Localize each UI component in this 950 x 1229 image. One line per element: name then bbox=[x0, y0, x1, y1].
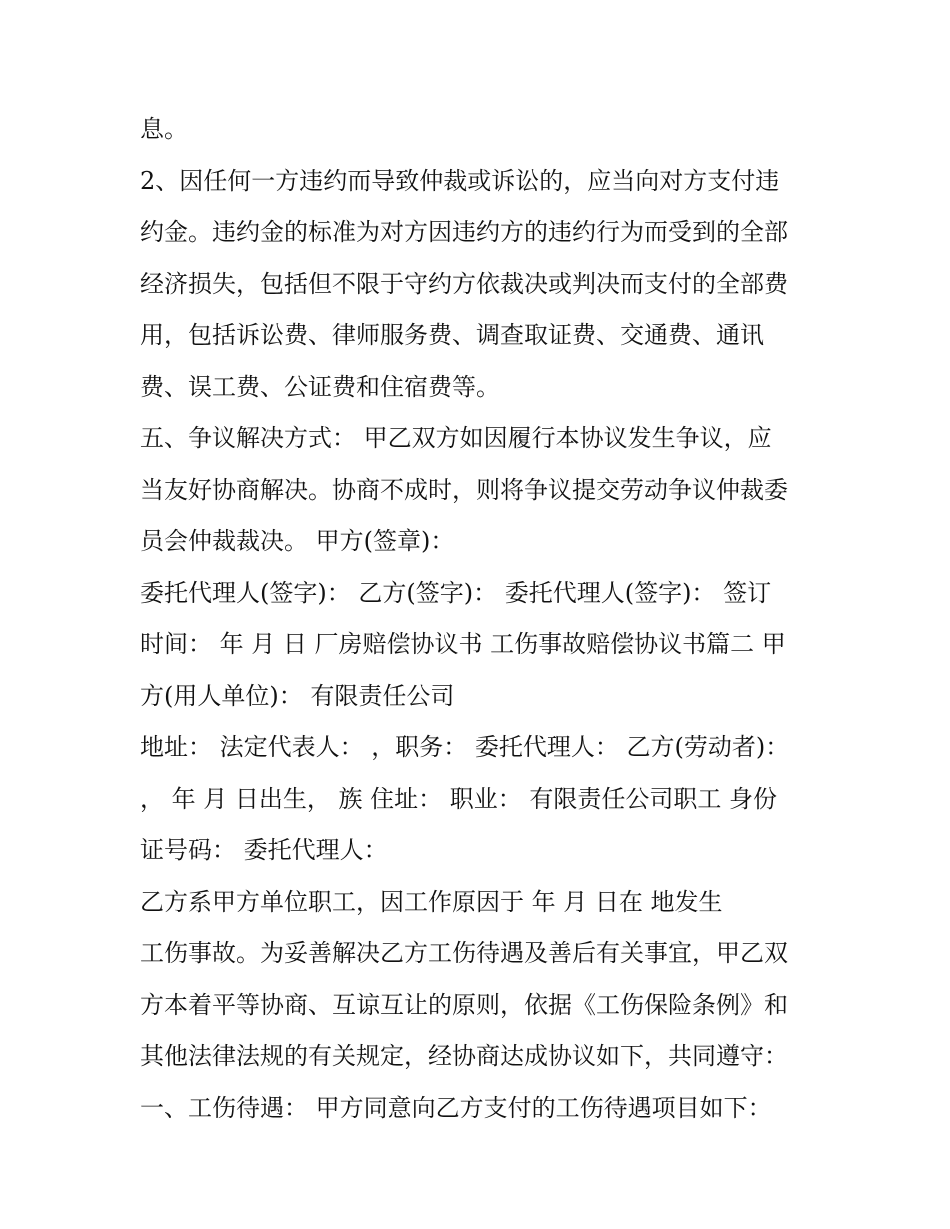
text-line: 员会仲裁裁决。 甲方(签章)： bbox=[140, 527, 455, 555]
text-line: 乙方系甲方单位职工，因工作原因于 年 月 日在 地发生 bbox=[140, 887, 723, 916]
text-line: 地址： 法定代表人： ，职务： 委托代理人： 乙方(劳动者)： bbox=[140, 733, 790, 761]
text-line: 当友好协商解决。协商不成时，则将争议提交劳动争议仲裁委 bbox=[140, 475, 788, 504]
text-line: 2、因任何一方违约而导致仲裁或诉讼的，应当向对方支付违 bbox=[140, 166, 780, 195]
text-line: 工伤事故。为妥善解决乙方工伤待遇及善后有关事宜，甲乙双 bbox=[140, 939, 788, 967]
text-line: 五、争议解决方式： 甲乙双方如因履行本协议发生争议，应 bbox=[140, 424, 772, 452]
text-line: 时间： 年 月 日 厂房赔偿协议书 工伤事故赔偿协议书篇二 甲 bbox=[140, 630, 786, 658]
text-line: 约金。违约金的标准为对方因违约方的违约行为而受到的全部 bbox=[140, 218, 788, 246]
text-line: 用，包括诉讼费、律师服务费、调查取证费、交通费、通讯 bbox=[140, 321, 764, 349]
text-line: 息。 bbox=[140, 115, 188, 143]
text-line: 委托代理人(签字)： 乙方(签字)： 委托代理人(签字)： 签订 bbox=[140, 578, 772, 607]
text-line: 经济损失，包括但不限于守约方依裁决或判决而支付的全部费 bbox=[140, 269, 788, 298]
text-line: 证号码： 委托代理人： bbox=[140, 836, 388, 864]
text-line: ， 年 月 日出生， 族 住址： 职业： 有限责任公司职工 身份 bbox=[140, 784, 778, 813]
document-body bbox=[140, 104, 820, 1134]
text-line: 一、工伤待遇： 甲方同意向乙方支付的工伤待遇项目如下： bbox=[140, 1093, 772, 1122]
text-line: 方(用人单位)： 有限责任公司 bbox=[140, 681, 455, 710]
text-line: 其他法律法规的有关规定，经协商达成协议如下，共同遵守： bbox=[140, 1042, 788, 1070]
text-line: 费、误工费、公证费和住宿费等。 bbox=[140, 372, 500, 401]
text-line: 方本着平等协商、互谅互让的原则，依据《工伤保险条例》和 bbox=[140, 990, 788, 1019]
